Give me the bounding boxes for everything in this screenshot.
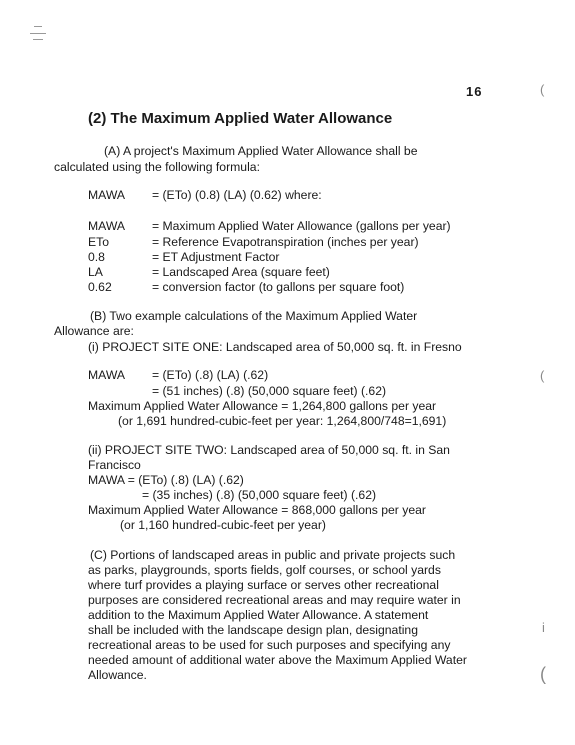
paragraph-line: Allowance. [88,668,147,682]
site-two-title-line-2: Francisco [88,458,141,472]
site-one-title: (i) PROJECT SITE ONE: Landscaped area of 50,000 sq. ft. in Fresno [88,340,462,354]
definition-term: ETo [88,235,109,249]
scan-bracket: ( [540,368,545,383]
site-two-values: = (35 inches) (.8) (50,000 square feet) (.62) [142,488,377,502]
section-b-line-1: (B) Two example calculations of the Maximum Applied Water [90,309,418,323]
paragraph-line: as parks, playgrounds, sports fields, golf courses, or school yards [88,563,441,577]
site-one-values: = (51 inches) (.8) (50,000 square feet) (.62) [152,384,387,398]
formula-term: MAWA [88,188,126,202]
paragraph-line: addition to the Maximum Applied Water Allowance. A statement [88,608,429,622]
section-a-line-1: (A) A project's Maximum Applied Water Allowance shall be [104,144,418,158]
site-two-title-line-1: (ii) PROJECT SITE TWO: Landscaped area of 50,000 sq. ft. in San [88,443,450,457]
section-b-line-2: Allowance are: [54,324,134,338]
paragraph-line: recreational areas to be used for such purposes and specifying any [88,638,451,652]
definition-text: = conversion factor (to gallons per square foot) [152,280,405,294]
definition-text: = ET Adjustment Factor [152,250,280,264]
section-heading: (2) The Maximum Applied Water Allowance [88,110,393,127]
site-two-result: Maximum Applied Water Allowance = 868,000 gallons per year [88,503,426,517]
definition-term: 0.62 [88,280,112,294]
definition-text: = Maximum Applied Water Allowance (gallons per year) [152,219,451,233]
paragraph-line: (C) Portions of landscaped areas in public and private projects such [90,548,456,562]
site-one-term: MAWA [88,368,126,382]
definition-text: = Reference Evapotranspiration (inches per year) [152,235,419,249]
definition-text: = Landscaped Area (square feet) [152,265,330,279]
scan-mark [30,33,46,34]
scan-bracket: ( [540,82,545,97]
paragraph-line: purposes are considered recreational areas and may require water in [88,593,461,607]
definition-term: 0.8 [88,250,105,264]
section-a-line-2: calculated using the following formula: [54,160,260,174]
page-number: 16 [466,84,483,99]
formula-expression: = (ETo) (0.8) (LA) (0.62) where: [152,188,322,202]
scan-bracket: ( [540,664,546,684]
definition-term: LA [88,265,103,279]
definition-term: MAWA [88,219,126,233]
paragraph-line: needed amount of additional water above the Maximum Applied Water [88,653,467,667]
site-one-result: Maximum Applied Water Allowance = 1,264,800 gallons per year [88,399,437,413]
scan-mark [34,26,42,27]
site-one-formula: = (ETo) (.8) (LA) (.62) [152,368,269,382]
paragraph-line: where turf provides a playing surface or serves other recreational [88,578,439,592]
scan-bracket: i [542,620,545,635]
site-two-formula: MAWA = (ETo) (.8) (LA) (.62) [88,473,244,487]
scan-mark [33,39,43,40]
paragraph-line: shall be included with the landscape design plan, designating [88,623,418,637]
site-one-note: (or 1,691 hundred-cubic-feet per year: 1,264,800/748=1,691) [118,414,447,428]
site-two-note: (or 1,160 hundred-cubic-feet per year) [120,518,326,532]
